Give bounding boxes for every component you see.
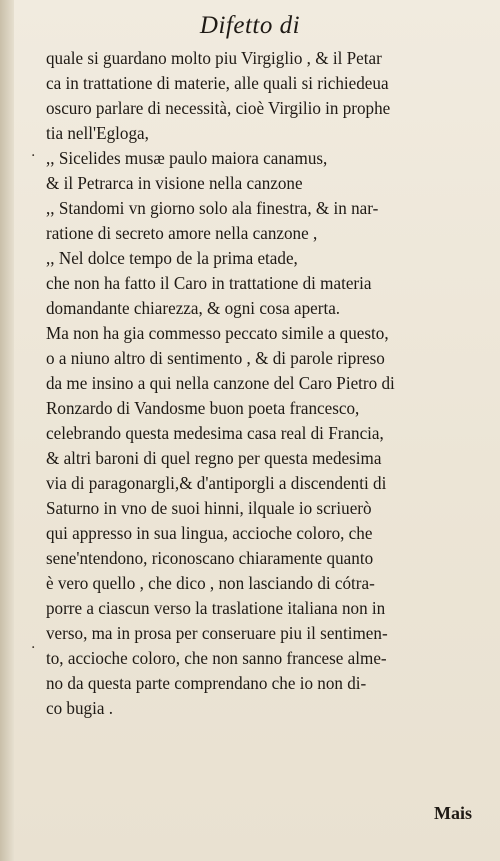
text-line: Ronzardo di Vandosme buon poeta francesco, <box>46 398 360 418</box>
text-line: verso, ma in prosa per conseruare piu il sentimen- <box>46 623 388 643</box>
text-line: Saturno in vno de suoi hinni, ilquale io scriuerò <box>46 498 372 518</box>
text-line: celebrando questa medesima casa real di Francia, <box>46 423 384 443</box>
text-line: co bugia . <box>46 698 114 718</box>
body-text <box>46 46 496 721</box>
running-head: Difetto di <box>199 12 301 39</box>
text-line: ,, Sicelides musæ paulo maiora canamus, <box>46 148 328 168</box>
text-line: sene'ntendono, riconoscano chiaramente quanto <box>46 548 374 568</box>
text-line: porre a ciascun verso la traslatione italiana non in <box>46 598 386 618</box>
catchword: Mais <box>434 803 472 823</box>
text-line: Ma non ha gia commesso peccato simile a questo, <box>46 323 389 343</box>
text-line: via di paragonargli,& d'antiporgli a discendenti di <box>46 473 387 493</box>
text-line: ca in trattatione di materie, alle quali si richiedeua <box>46 73 389 93</box>
text-line: tia nell'Egloga, <box>46 123 149 143</box>
text-line: che non ha fatto il Caro in trattatione di materia <box>46 273 372 293</box>
page-gutter-edge <box>0 0 14 861</box>
text-line: no da questa parte comprendano che io non di- <box>46 673 367 693</box>
text-line: quale si guardano molto piu Virgiglio , & il Petar <box>46 48 382 68</box>
text-line: qui appresso in sua lingua, accioche coloro, che <box>46 523 373 543</box>
text-line: o a niuno altro di sentimento , & di parole ripreso <box>46 348 385 368</box>
text-line: & altri baroni di quel regno per questa medesima <box>46 448 382 468</box>
margin-mark: · <box>31 148 36 164</box>
text-line: ,, Nel dolce tempo de la prima etade, <box>46 248 298 268</box>
text-line: to, accioche coloro, che non sanno francese alme- <box>46 648 387 668</box>
text-line: da me insino a qui nella canzone del Caro Pietro di <box>46 373 395 393</box>
text-line: ratione di secreto amore nella canzone , <box>46 223 318 243</box>
text-line: domandante chiarezza, & ogni cosa aperta. <box>46 298 341 318</box>
text-line: è vero quello , che dico , non lasciando di cótra- <box>46 573 375 593</box>
margin-mark: · <box>31 640 36 656</box>
text-line: oscuro parlare di necessità, cioè Virgilio in prophe <box>46 98 391 118</box>
text-line: ,, Standomi vn giorno solo ala finestra, & in nar- <box>46 198 379 218</box>
text-line: & il Petrarca in visione nella canzone <box>46 173 303 193</box>
